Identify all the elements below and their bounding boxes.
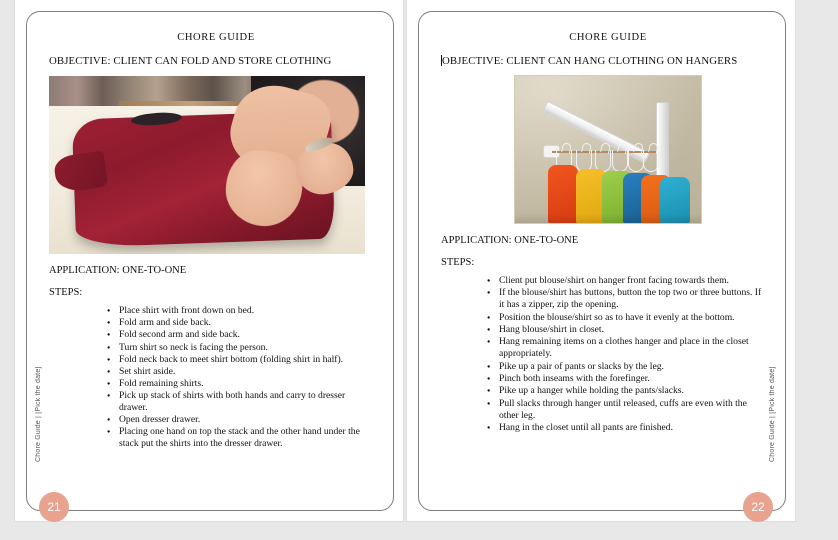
list-item: ● Open dresser drawer. <box>107 414 371 426</box>
steps-list-22 <box>453 275 763 434</box>
photo-wall-bracket-vertical <box>656 102 669 184</box>
steps-heading: STEPS: <box>441 257 475 268</box>
page-slot-right <box>406 0 796 522</box>
list-item: ● Fold neck back to meet shirt bottom (folding shirt in half). <box>107 354 371 366</box>
page-title: CHORE GUIDE <box>569 32 647 43</box>
list-item: ● Hang in the closet until all pants are finished. <box>487 422 763 434</box>
photo-hanger <box>628 150 644 172</box>
list-item: ● Pike up a pair of pants or slacks by the leg. <box>487 361 763 373</box>
document-page-22[interactable] <box>418 11 786 514</box>
list-item: ● If the blouse/shirt has buttons, button the top two or three buttons. If it has a zipper, zip the opening. <box>487 287 763 311</box>
page-side-label: Chore Guide | [Pick the date] <box>35 366 42 462</box>
list-item: ● Pull slacks through hanger until released, cuffs are even with the other leg. <box>487 398 763 422</box>
list-item: ● Hang blouse/shirt in closet. <box>487 324 763 336</box>
application-heading: APPLICATION: ONE-TO-ONE <box>49 265 187 276</box>
page-side-label: Chore Guide | [Pick the date] <box>769 366 776 462</box>
photo-hanger <box>643 150 659 172</box>
page-slot-left <box>14 0 404 522</box>
steps-list-21 <box>61 305 371 449</box>
list-item: ● Pike up a hanger while holding the pants/slacks. <box>487 385 763 397</box>
photo-hanger <box>612 150 628 172</box>
page-content-22 <box>419 12 785 510</box>
page-title: CHORE GUIDE <box>177 32 255 43</box>
list-item: ● Fold second arm and side back. <box>107 329 371 341</box>
list-item: ● Place shirt with front down on bed. <box>107 305 371 317</box>
list-item: ● Turn shirt so neck is facing the person. <box>107 342 371 354</box>
photo-floor-shadow <box>515 214 701 223</box>
wall-hanger-rack-photo <box>514 75 702 224</box>
objective-text: OBJECTIVE: CLIENT CAN HANG CLOTHING ON HANGERS <box>442 55 738 67</box>
application-heading: APPLICATION: ONE-TO-ONE <box>441 235 579 246</box>
list-item: ● Pinch both inseams with the forefinger. <box>487 373 763 385</box>
list-item: ● Client put blouse/shirt on hanger front facing towards them. <box>487 275 763 287</box>
steps-heading: STEPS: <box>49 287 83 298</box>
objective-text: OBJECTIVE: CLIENT CAN FOLD AND STORE CLOTHING <box>49 55 332 67</box>
list-item: ● Fold arm and side back. <box>107 317 371 329</box>
objective-heading <box>49 55 371 67</box>
page-number-badge: 22 <box>743 492 773 522</box>
page-content-21 <box>27 12 393 510</box>
page-number-badge: 21 <box>39 492 69 522</box>
list-item: ● Fold remaining shirts. <box>107 378 371 390</box>
list-item: ● Pick up stack of shirts with both hands and carry to dresser drawer. <box>107 390 371 413</box>
list-item: ● Position the blouse/shirt so as to have it evenly at the bottom. <box>487 312 763 324</box>
list-item: ● Set shirt aside. <box>107 366 371 378</box>
folding-shirt-photo <box>49 76 365 254</box>
list-item: ● Hang remaining items on a clothes hanger and place in the closet appropriately. <box>487 336 763 360</box>
list-item: ● Placing one hand on top the stack and the other hand under the stack put the shirts into the dresser drawer. <box>107 426 371 449</box>
document-page-21[interactable] <box>26 11 394 514</box>
objective-heading <box>441 55 763 67</box>
